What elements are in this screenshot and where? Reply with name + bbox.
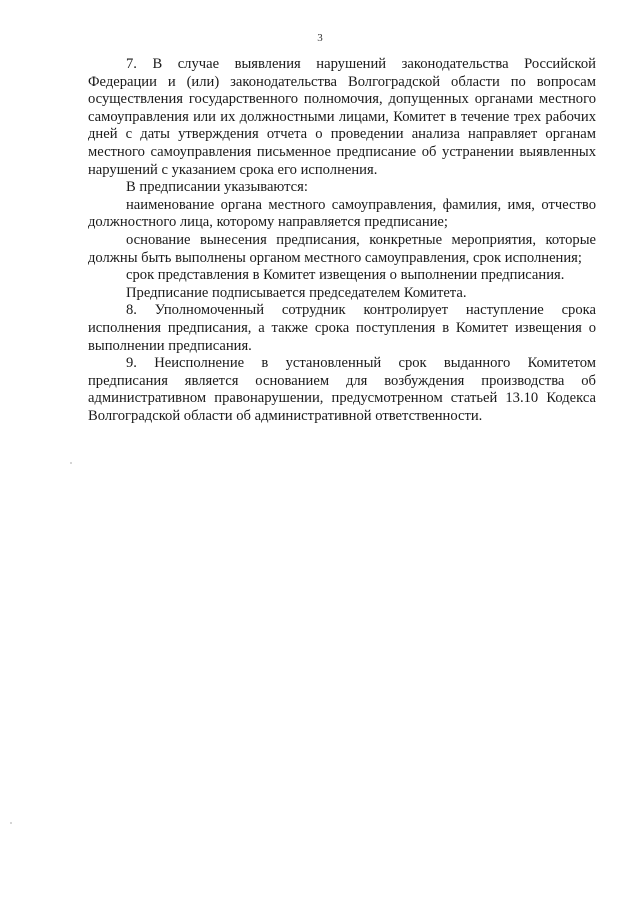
paragraph-order-item-name: наименование органа местного самоуправления, фамилия, имя, отчество должностного лица, которому направляется предписание; [88, 196, 596, 231]
page-number: 3 [317, 32, 323, 44]
paragraph-9-non-compliance: 9. Неисполнение в установленный срок выданного Комитетом предписания является основанием для возбуждения производства об административном правонарушении, предусмотренном статьей 13.10 Кодекса Волгоградской области об административной ответственности. [88, 355, 596, 424]
paragraph-order-contents-intro: В предписании указываются: [126, 179, 308, 196]
paragraph-order-item-basis: основание вынесения предписания, конкретные мероприятия, которые должны быть выполнены органом местного самоуправления, срок исполнения; [88, 231, 596, 266]
paragraph-7-violations: 7. В случае выявления нарушений законодательства Российской Федерации и (или) законодательства Волгоградской области по вопросам осуществления государственного полномочия, допущенных органами местного самоуправления или их должностными лицами, Комитет в течение трех рабочих дней с даты утверждения отчета о проведении анализа направляет органам местного самоуправления письменное предписание об устранении выявленных нарушений с указанием срока его исполнения. [88, 56, 596, 178]
scan-speck [10, 822, 12, 824]
paragraph-8-control: 8. Уполномоченный сотрудник контролирует наступление срока исполнения предписания, а также срока поступления в Комитет извещения о выполнении предписания. [88, 302, 596, 354]
paragraph-order-signature: Предписание подписывается председателем Комитета. [126, 284, 467, 301]
document-body [88, 56, 596, 425]
scan-speck [70, 462, 72, 464]
paragraph-order-item-deadline: срок представления в Комитет извещения о выполнении предписания. [126, 267, 565, 284]
